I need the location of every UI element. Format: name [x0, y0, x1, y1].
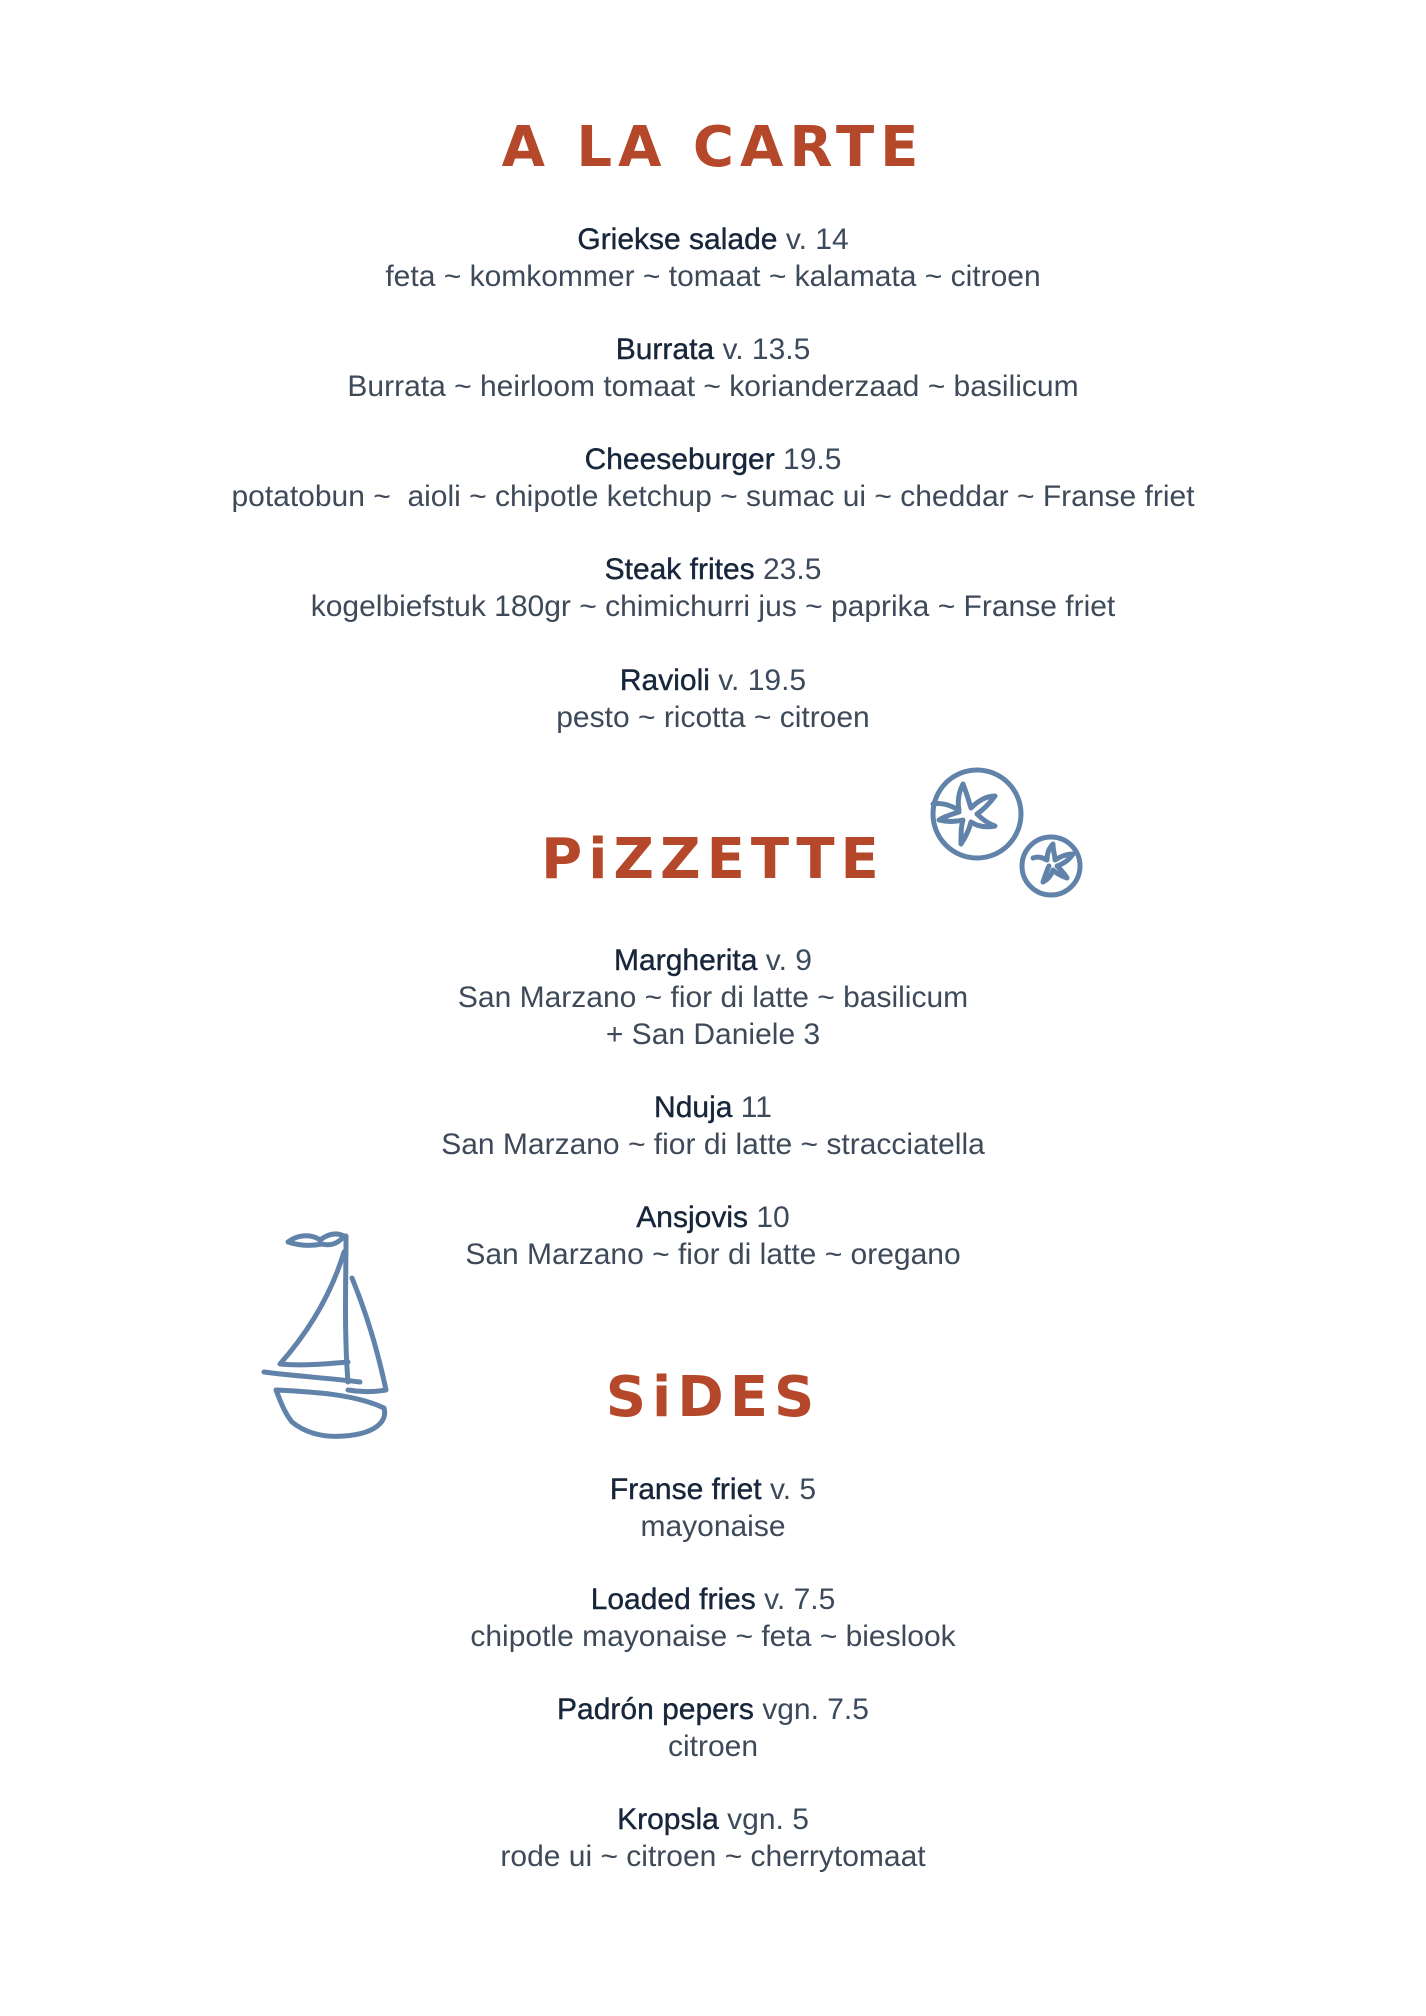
- item-description: Burrata ~ heirloom tomaat ~ korianderzaad ~ basilicum: [347, 370, 1079, 403]
- item-description: mayonaise: [640, 1510, 786, 1543]
- item-name: Nduja: [654, 1091, 733, 1124]
- item-name: Padrón pepers: [557, 1693, 754, 1726]
- menu-item-ravioli: [0, 662, 1426, 736]
- item-price: vgn. 5: [727, 1803, 809, 1836]
- item-price: v. 14: [785, 223, 849, 256]
- menu-item-kropsla: [0, 1801, 1426, 1875]
- section-title-a-la-carte: A LA CARTE: [501, 115, 925, 180]
- item-name: Ravioli: [619, 664, 710, 697]
- item-description: San Marzano ~ fior di latte ~ stracciatella: [441, 1128, 985, 1161]
- item-price: 23.5: [763, 553, 822, 586]
- item-description: feta ~ komkommer ~ tomaat ~ kalamata ~ citroen: [385, 260, 1041, 293]
- menu-item-steak-frites: [0, 551, 1426, 625]
- item-price: v. 19.5: [718, 664, 807, 697]
- menu-item-burrata: [0, 331, 1426, 405]
- item-price: 11: [740, 1091, 772, 1124]
- item-name: Cheeseburger: [584, 443, 775, 476]
- item-name: Burrata: [615, 333, 715, 366]
- item-name: Steak frites: [604, 553, 755, 586]
- item-name: Loaded fries: [590, 1583, 756, 1616]
- menu-item-margherita: [0, 942, 1426, 1053]
- item-description: citroen: [667, 1730, 759, 1763]
- item-name: Griekse salade: [577, 223, 778, 256]
- item-name: Kropsla: [617, 1803, 719, 1836]
- item-description: kogelbiefstuk 180gr ~ chimichurri jus ~ paprika ~ Franse friet: [310, 590, 1116, 623]
- menu-item-ansjovis: [0, 1199, 1426, 1273]
- item-description: potatobun ~ aioli ~ chipotle ketchup ~ sumac ui ~ cheddar ~ Franse friet: [231, 480, 1195, 513]
- item-price: v. 13.5: [722, 333, 811, 366]
- item-price: 10: [756, 1201, 790, 1234]
- item-extra: + San Daniele 3: [605, 1018, 821, 1051]
- item-description: rode ui ~ citroen ~ cherrytomaat: [500, 1840, 926, 1873]
- item-description: pesto ~ ricotta ~ citroen: [556, 701, 870, 734]
- menu-item-cheeseburger: [0, 441, 1426, 515]
- item-price: v. 7.5: [764, 1583, 836, 1616]
- item-price: 19.5: [783, 443, 842, 476]
- menu-item-franse-friet: [0, 1471, 1426, 1545]
- section-title-pizzette: PiZZETTE: [541, 827, 885, 892]
- item-name: Franse friet: [609, 1473, 762, 1506]
- item-description: chipotle mayonaise ~ feta ~ bieslook: [470, 1620, 956, 1653]
- menu-item-griekse-salade: [0, 221, 1426, 295]
- menu-item-nduja: [0, 1089, 1426, 1163]
- item-price: v. 5: [769, 1473, 817, 1506]
- section-title-sides: SiDES: [605, 1365, 821, 1430]
- item-description: San Marzano ~ fior di latte ~ oregano: [465, 1238, 961, 1271]
- item-price: v. 9: [765, 944, 812, 977]
- item-description: San Marzano ~ fior di latte ~ basilicum: [457, 981, 969, 1014]
- item-name: Ansjovis: [636, 1201, 748, 1234]
- item-price: vgn. 7.5: [762, 1693, 869, 1726]
- item-name: Margherita: [614, 944, 758, 977]
- menu-item-loaded-fries: [0, 1581, 1426, 1655]
- menu-item-padron-pepers: [0, 1691, 1426, 1765]
